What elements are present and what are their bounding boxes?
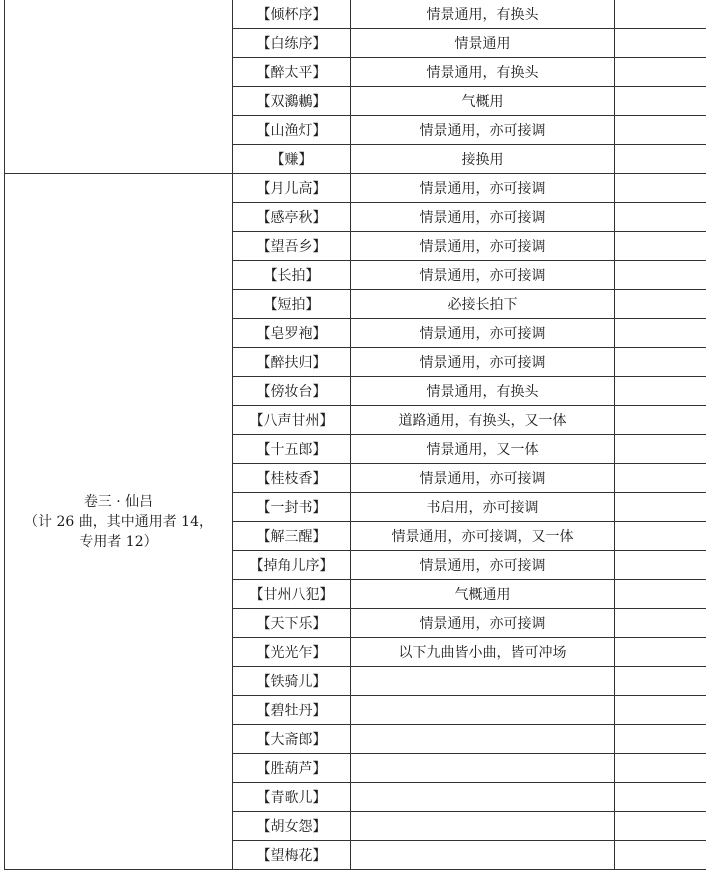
tune-name-cell: 【山渔灯】 bbox=[233, 116, 351, 145]
juan-group-cell bbox=[5, 0, 233, 174]
usage-cell: 情景通用，亦可接调 bbox=[351, 116, 615, 145]
usage-cell: 情景通用，亦可接调 bbox=[351, 232, 615, 261]
tune-name-cell: 【青歌儿】 bbox=[233, 783, 351, 812]
usage-cell: 情景通用，亦可接调，又一体 bbox=[351, 522, 615, 551]
note-cell bbox=[615, 348, 707, 377]
note-cell bbox=[615, 0, 707, 29]
usage-cell bbox=[351, 812, 615, 841]
usage-cell: 情景通用，亦可接调 bbox=[351, 348, 615, 377]
tune-name-cell: 【大斋郎】 bbox=[233, 725, 351, 754]
usage-cell bbox=[351, 754, 615, 783]
juan-group-label: （计 26 曲，其中通用者 14， bbox=[24, 513, 213, 530]
tune-name-cell: 【长拍】 bbox=[233, 261, 351, 290]
note-cell bbox=[615, 812, 707, 841]
note-cell bbox=[615, 58, 707, 87]
usage-cell bbox=[351, 841, 615, 870]
tune-name-cell: 【胜葫芦】 bbox=[233, 754, 351, 783]
tune-name-cell: 【双鸂鶒】 bbox=[233, 87, 351, 116]
usage-cell: 情景通用 bbox=[351, 29, 615, 58]
note-cell bbox=[615, 174, 707, 203]
note-cell bbox=[615, 203, 707, 232]
note-cell bbox=[615, 754, 707, 783]
note-cell bbox=[615, 551, 707, 580]
tune-name-cell: 【掉角儿序】 bbox=[233, 551, 351, 580]
tune-name-cell: 【倾杯序】 bbox=[233, 0, 351, 29]
tune-name-cell: 【白练序】 bbox=[233, 29, 351, 58]
note-cell bbox=[615, 493, 707, 522]
note-cell bbox=[615, 232, 707, 261]
note-cell bbox=[615, 609, 707, 638]
note-cell bbox=[615, 87, 707, 116]
usage-cell: 气概通用 bbox=[351, 580, 615, 609]
juan-group-label: 卷三 · 仙吕 bbox=[83, 493, 154, 510]
tune-name-cell: 【醉太平】 bbox=[233, 58, 351, 87]
note-cell bbox=[615, 725, 707, 754]
usage-cell: 必接长拍下 bbox=[351, 290, 615, 319]
tune-name-cell: 【光光乍】 bbox=[233, 638, 351, 667]
usage-cell: 情景通用，亦可接调 bbox=[351, 203, 615, 232]
usage-cell bbox=[351, 696, 615, 725]
tune-name-cell: 【月儿高】 bbox=[233, 174, 351, 203]
note-cell bbox=[615, 667, 707, 696]
usage-cell bbox=[351, 783, 615, 812]
tune-name-cell: 【解三醒】 bbox=[233, 522, 351, 551]
note-cell bbox=[615, 377, 707, 406]
usage-cell: 书启用，亦可接调 bbox=[351, 493, 615, 522]
juan-group-label: 专用者 12） bbox=[79, 533, 158, 550]
tune-name-cell: 【皂罗袍】 bbox=[233, 319, 351, 348]
note-cell bbox=[615, 580, 707, 609]
tune-name-cell: 【望梅花】 bbox=[233, 841, 351, 870]
tune-name-cell: 【醉扶归】 bbox=[233, 348, 351, 377]
usage-cell: 情景通用，亦可接调 bbox=[351, 174, 615, 203]
note-cell bbox=[615, 261, 707, 290]
usage-cell: 情景通用，有换头 bbox=[351, 377, 615, 406]
note-cell bbox=[615, 435, 707, 464]
note-cell bbox=[615, 290, 707, 319]
tune-name-cell: 【甘州八犯】 bbox=[233, 580, 351, 609]
usage-cell: 情景通用，有换头 bbox=[351, 58, 615, 87]
usage-cell: 气概用 bbox=[351, 87, 615, 116]
note-cell bbox=[615, 696, 707, 725]
tune-name-cell: 【胡女怨】 bbox=[233, 812, 351, 841]
usage-cell: 情景通用，又一体 bbox=[351, 435, 615, 464]
tune-name-cell: 【傍妆台】 bbox=[233, 377, 351, 406]
tune-table bbox=[4, 0, 706, 870]
usage-cell bbox=[351, 725, 615, 754]
usage-cell: 情景通用，亦可接调 bbox=[351, 609, 615, 638]
note-cell bbox=[615, 638, 707, 667]
usage-cell: 情景通用，亦可接调 bbox=[351, 319, 615, 348]
tune-name-cell: 【短拍】 bbox=[233, 290, 351, 319]
usage-cell: 情景通用，亦可接调 bbox=[351, 261, 615, 290]
table-row bbox=[5, 0, 707, 29]
usage-cell bbox=[351, 667, 615, 696]
table-row bbox=[5, 174, 707, 203]
tune-name-cell: 【八声甘州】 bbox=[233, 406, 351, 435]
note-cell bbox=[615, 116, 707, 145]
tune-name-cell: 【感亭秋】 bbox=[233, 203, 351, 232]
tune-name-cell: 【一封书】 bbox=[233, 493, 351, 522]
usage-cell: 接换用 bbox=[351, 145, 615, 174]
juan-group-cell bbox=[5, 174, 233, 870]
usage-cell: 情景通用，亦可接调 bbox=[351, 551, 615, 580]
usage-cell: 情景通用，有换头 bbox=[351, 0, 615, 29]
tune-name-cell: 【望吾乡】 bbox=[233, 232, 351, 261]
note-cell bbox=[615, 841, 707, 870]
tune-name-cell: 【碧牡丹】 bbox=[233, 696, 351, 725]
note-cell bbox=[615, 406, 707, 435]
tune-name-cell: 【赚】 bbox=[233, 145, 351, 174]
note-cell bbox=[615, 783, 707, 812]
usage-cell: 以下九曲皆小曲，皆可冲场 bbox=[351, 638, 615, 667]
note-cell bbox=[615, 145, 707, 174]
tune-name-cell: 【天下乐】 bbox=[233, 609, 351, 638]
note-cell bbox=[615, 464, 707, 493]
usage-cell: 情景通用，亦可接调 bbox=[351, 464, 615, 493]
note-cell bbox=[615, 522, 707, 551]
tune-name-cell: 【十五郎】 bbox=[233, 435, 351, 464]
note-cell bbox=[615, 29, 707, 58]
note-cell bbox=[615, 319, 707, 348]
tune-name-cell: 【桂枝香】 bbox=[233, 464, 351, 493]
usage-cell: 道路通用，有换头，又一体 bbox=[351, 406, 615, 435]
tune-name-cell: 【铁骑儿】 bbox=[233, 667, 351, 696]
